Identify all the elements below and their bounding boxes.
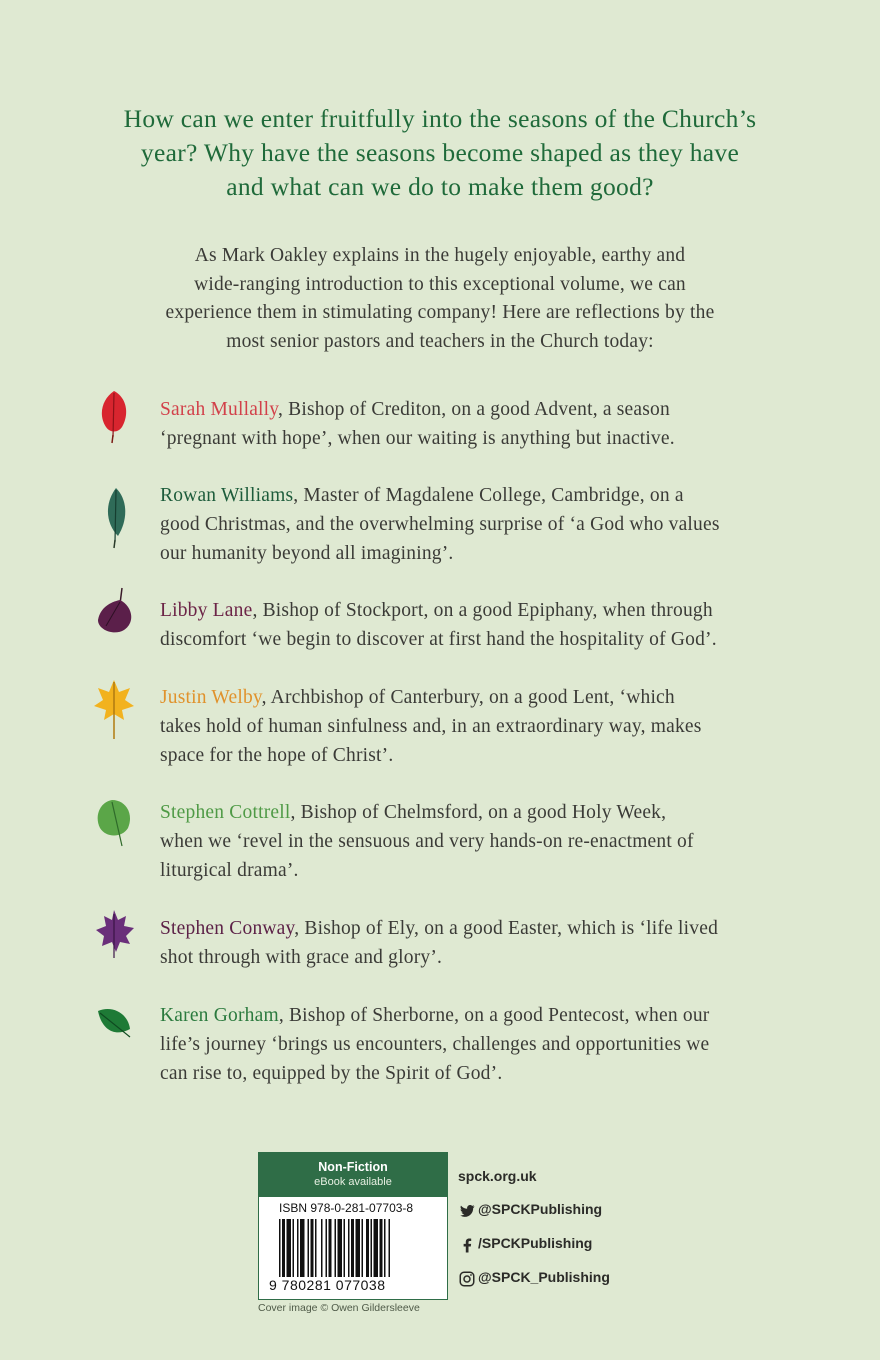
website-label: spck.org.uk — [458, 1168, 537, 1184]
barcode-panel — [258, 1152, 448, 1300]
entry-text: , Bishop of Crediton, on a good Advent, a season — [277, 399, 670, 420]
entry-text: life’s journey ‘brings us encounters, challenges and opportunities we — [160, 1034, 710, 1055]
dark-green-leaf-icon — [92, 997, 136, 1057]
intro-line: most senior pastors and teachers in the Church today: — [226, 330, 654, 352]
teal-leaf-icon — [92, 479, 136, 549]
entry-text: good Christmas, and the overwhelming surprise of ‘a God who values — [160, 514, 720, 535]
contributor-name: Rowan Williams — [160, 485, 294, 506]
barcode-bar — [344, 1219, 346, 1277]
contributor-name: Libby Lane — [160, 600, 253, 621]
entry-text: , Bishop of Stockport, on a good Epiphany, when through — [252, 600, 713, 621]
barcode-bar — [362, 1219, 364, 1277]
entry-text: when we ‘revel in the sensuous and very hands-on re-enactment of — [160, 831, 694, 852]
maple-leaf-icon — [92, 906, 136, 966]
contributor-name: Justin Welby — [160, 687, 262, 708]
entry-text: ‘pregnant with hope’, when our waiting is anything but inactive. — [160, 428, 675, 449]
headline-line: year? Why have the seasons become shaped as they have — [140, 138, 740, 167]
barcode-bar — [293, 1219, 295, 1277]
entry-text: our humanity beyond all imagining’. — [160, 543, 454, 564]
barcode-bar — [311, 1219, 314, 1277]
green-leaf-icon — [92, 794, 136, 854]
entry-text: , Bishop of Ely, on a good Easter, which is ‘life lived — [294, 918, 719, 939]
contributor-name: Stephen Cottrell — [160, 802, 291, 823]
intro-paragraph — [60, 242, 820, 356]
entry-text: , Bishop of Sherborne, on a good Pentecost, when our — [278, 1005, 710, 1026]
facebook-icon — [458, 1236, 476, 1254]
headline-line: and what can we do to make them good? — [226, 172, 654, 201]
barcode-bar — [384, 1219, 386, 1277]
purple-leaf-icon — [92, 582, 136, 642]
entry-text: can rise to, equipped by the Spirit of God’. — [160, 1063, 503, 1084]
contributor-name: Karen Gorham — [160, 1005, 279, 1026]
barcode-bar — [356, 1219, 361, 1277]
ebook-label: eBook available — [314, 1176, 392, 1188]
intro-line: experience them in stimulating company! Here are reflections by the — [165, 302, 715, 323]
barcode-bar — [338, 1219, 343, 1277]
barcode-bar — [297, 1219, 299, 1277]
barcode-bar — [279, 1219, 281, 1277]
entry-text: , Archbishop of Canterbury, on a good Lent, ‘which — [261, 687, 675, 708]
category-band — [259, 1153, 447, 1197]
barcode-bar — [351, 1219, 354, 1277]
category-label: Non-Fiction — [318, 1160, 388, 1174]
instagram-label: @SPCK_Publishing — [478, 1269, 610, 1285]
headline — [60, 102, 820, 204]
intro-line: wide-ranging introduction to this exceptional volume, we can — [194, 273, 686, 295]
barcode-bar — [329, 1219, 332, 1277]
entry-text: takes hold of human sinfulness and, in an extraordinary way, makes — [160, 716, 702, 737]
barcode-bar — [374, 1219, 379, 1277]
entry-text: space for the hope of Christ’. — [160, 745, 394, 766]
barcode-bar — [348, 1219, 350, 1277]
barcode-bar — [335, 1219, 337, 1277]
yellow-leaf-icon — [92, 673, 136, 739]
barcode-bar — [282, 1219, 285, 1277]
barcode-bar — [321, 1219, 323, 1277]
barcode-bar — [389, 1219, 391, 1277]
barcode-image — [279, 1219, 429, 1277]
barcode-bar — [326, 1219, 328, 1277]
barcode-bar — [287, 1219, 292, 1277]
headline-line: How can we enter fruitfully into the seasons of the Church’s — [123, 104, 757, 133]
red-leaf-icon — [92, 385, 136, 445]
entry-text: , Master of Magdalene College, Cambridge, on a — [293, 485, 684, 506]
barcode-bar — [315, 1219, 317, 1277]
entry-text: , Bishop of Chelmsford, on a good Holy Week, — [290, 802, 667, 823]
contributor-name: Sarah Mullally — [160, 399, 278, 420]
facebook-label: /SPCKPublishing — [478, 1235, 593, 1251]
contributor-name: Stephen Conway — [160, 918, 295, 939]
twitter-label: @SPCKPublishing — [478, 1201, 603, 1217]
cover-credit: Cover image © Owen Gildersleeve — [258, 1302, 420, 1314]
barcode-bar — [380, 1219, 383, 1277]
barcode-bar — [308, 1219, 310, 1277]
twitter-icon — [458, 1202, 476, 1220]
entry-text: liturgical drama’. — [160, 860, 299, 881]
isbn-label: ISBN 978-0-281-07703-8 — [279, 1201, 414, 1215]
entry-text: discomfort ‘we begin to discover at first hand the hospitality of God’. — [160, 629, 717, 650]
barcode-bar — [371, 1219, 373, 1277]
intro-line: As Mark Oakley explains in the hugely enjoyable, earthy and — [194, 245, 686, 266]
isbn-digits: 9 780281 077038 — [269, 1277, 386, 1293]
entry-text: shot through with grace and glory’. — [160, 947, 443, 968]
barcode-bar — [366, 1219, 369, 1277]
instagram-icon — [458, 1270, 476, 1288]
barcode-bar — [300, 1219, 305, 1277]
